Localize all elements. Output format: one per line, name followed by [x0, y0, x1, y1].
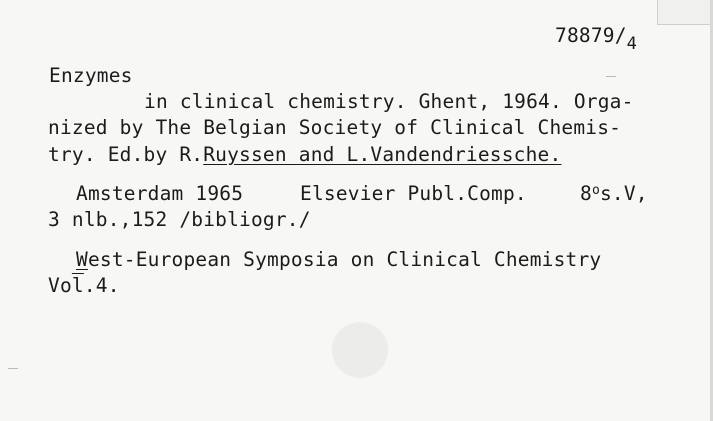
paper-smudge	[332, 322, 388, 378]
imprint-place-year: Amsterdam 1965	[76, 182, 244, 205]
series-line-2: $Vo\overline{l}.4$.	[48, 274, 120, 297]
pencil-mark-left	[8, 368, 18, 369]
pencil-mark	[606, 76, 616, 77]
series-line-1: West-European Symposia on Clinical Chemistry	[76, 248, 602, 271]
card-corner-edge	[657, 0, 710, 25]
call-number-sub: 4	[626, 34, 638, 54]
title-line-3	[48, 143, 561, 167]
title-line-1: in clinical chemistry. Ghent, 1964. Orga-	[144, 90, 634, 113]
call-number	[555, 24, 638, 54]
imprint-collation: 3 nlb.,152 /bibliogr./	[48, 208, 311, 231]
heading: Enzymes	[49, 64, 133, 87]
series-initial: W	[76, 248, 88, 271]
title-line-3-a: try. Ed.by R.	[48, 143, 204, 166]
imprint-publisher: Elsevier Publ.Comp.	[300, 182, 527, 205]
title-line-3-b: Ruyssen and L.Vandendriessche.	[203, 143, 562, 166]
imprint-format: 8$^o$s.V,	[580, 182, 648, 205]
call-number-main: 78879/	[555, 24, 627, 47]
title-line-2: nized by The Belgian Society of Clinical Chemis-	[48, 116, 622, 139]
